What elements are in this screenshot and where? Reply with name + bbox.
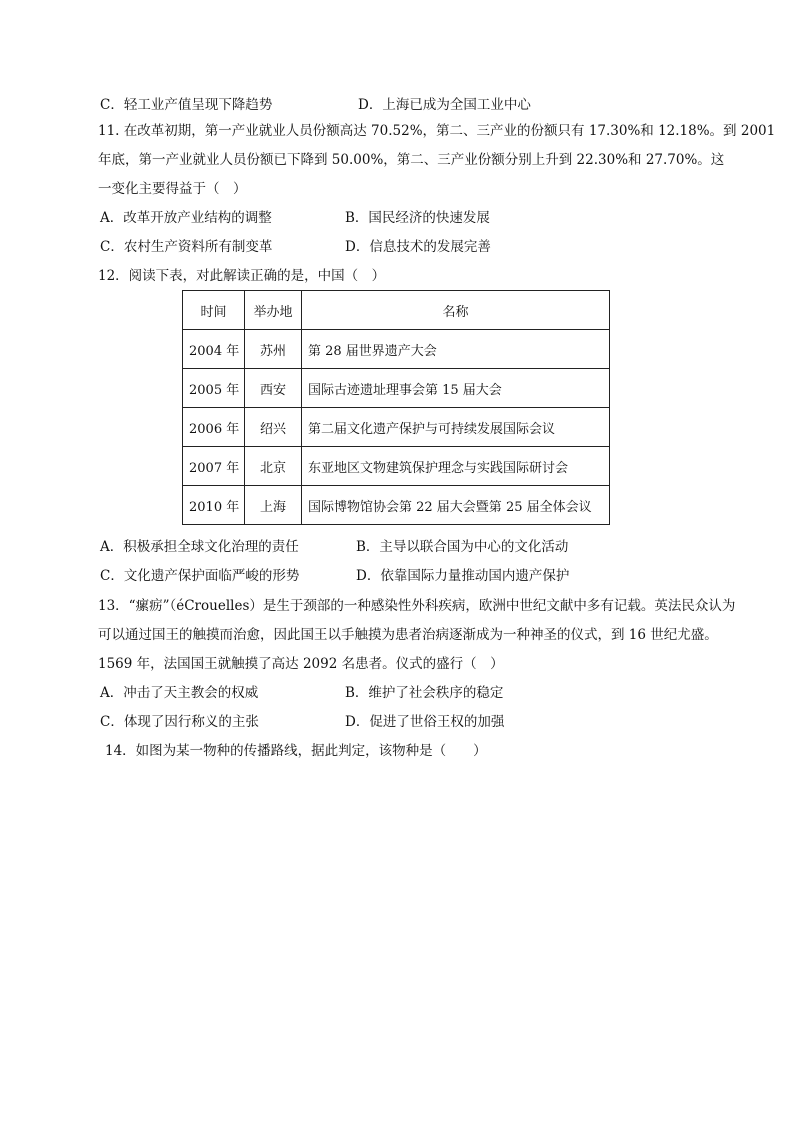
table-cell-venue: 上海: [245, 486, 302, 525]
table-cell-time: 2005 年: [183, 369, 245, 408]
q11-option-d: D．信息技术的发展完善: [345, 239, 491, 255]
q11-stem-line1: 11. 在改革初期，第一产业就业人员份额高达 70.52%，第二、三产业的份额只有 17.30%和 12.18%。到 2001: [98, 123, 776, 139]
table-row: [183, 447, 610, 486]
table-cell-name: 国际古迹遗址理事会第 15 届大会: [302, 369, 610, 408]
table-row: [183, 330, 610, 369]
q12-table: [182, 290, 610, 525]
q13-option-c: C．体现了因行称义的主张: [100, 714, 259, 730]
q11-option-a: A．改革开放产业结构的调整: [100, 210, 272, 226]
q12-option-b: B．主导以联合国为中心的文化活动: [356, 539, 569, 555]
q13-option-a: A．冲击了天主教会的权威: [100, 685, 259, 701]
q13-option-b: B．维护了社会秩序的稳定: [345, 685, 504, 701]
table-cell-venue: 西安: [245, 369, 302, 408]
table-cell-time: 2004 年: [183, 330, 245, 369]
table-cell-name: 国际博物馆协会第 22 届大会暨第 25 届全体会议: [302, 486, 610, 525]
q13-stem-line1: 13．“瘰疬”（éCrouelles）是生于颈部的一种感染性外科疾病，欧洲中世纪文献中多有记载。英法民众认为: [98, 598, 736, 614]
table-header-time: 时间: [183, 291, 245, 330]
q12-stem: 12．阅读下表，对此解读正确的是，中国（ ）: [98, 268, 386, 284]
q12-option-d: D．依靠国际力量推动国内遗产保护: [356, 568, 570, 584]
q13-option-d: D．促进了世俗王权的加强: [345, 714, 505, 730]
table-cell-venue: 北京: [245, 447, 302, 486]
table-cell-time: 2007 年: [183, 447, 245, 486]
q10-option-d: D．上海已成为全国工业中心: [358, 97, 531, 113]
q12-option-a: A．积极承担全球文化治理的责任: [100, 539, 299, 555]
table-cell-name: 第 28 届世界遗产大会: [302, 330, 610, 369]
table-header-row: [183, 291, 610, 330]
q11-stem-line2: 年底，第一产业就业人员份额已下降到 50.00%，第二、三产业份额分别上升到 22.30%和 27.70%。这: [98, 152, 725, 168]
table-cell-time: 2010 年: [183, 486, 245, 525]
table-row: [183, 486, 610, 525]
q13-stem-line3: 1569 年，法国国王就触摸了高达 2092 名患者。仪式的盛行（ ）: [98, 656, 504, 672]
q10-option-c: C．轻工业产值呈现下降趋势: [100, 97, 273, 113]
q11-stem-line3: 一变化主要得益于（ ）: [98, 181, 247, 197]
q11-option-c: C．农村生产资料所有制变革: [100, 239, 273, 255]
table-cell-name: 第二届文化遗产保护与可持续发展国际会议: [302, 408, 610, 447]
table-cell-name: 东亚地区文物建筑保护理念与实践国际研讨会: [302, 447, 610, 486]
table-row: [183, 408, 610, 447]
table-cell-venue: 绍兴: [245, 408, 302, 447]
q11-option-b: B．国民经济的快速发展: [345, 210, 490, 226]
q14-stem: 14．如图为某一物种的传播路线，据此判定，该物种是（ ）: [105, 743, 487, 759]
table-header-venue: 举办地: [245, 291, 302, 330]
table-row: [183, 369, 610, 408]
table-cell-time: 2006 年: [183, 408, 245, 447]
q13-stem-line2: 可以通过国王的触摸而治愈，因此国王以手触摸为患者治病逐渐成为一种神圣的仪式，到 16 世纪尤盛。: [98, 627, 718, 643]
table-cell-venue: 苏州: [245, 330, 302, 369]
q12-option-c: C．文化遗产保护面临严峻的形势: [100, 568, 300, 584]
table-header-name: 名称: [302, 291, 610, 330]
